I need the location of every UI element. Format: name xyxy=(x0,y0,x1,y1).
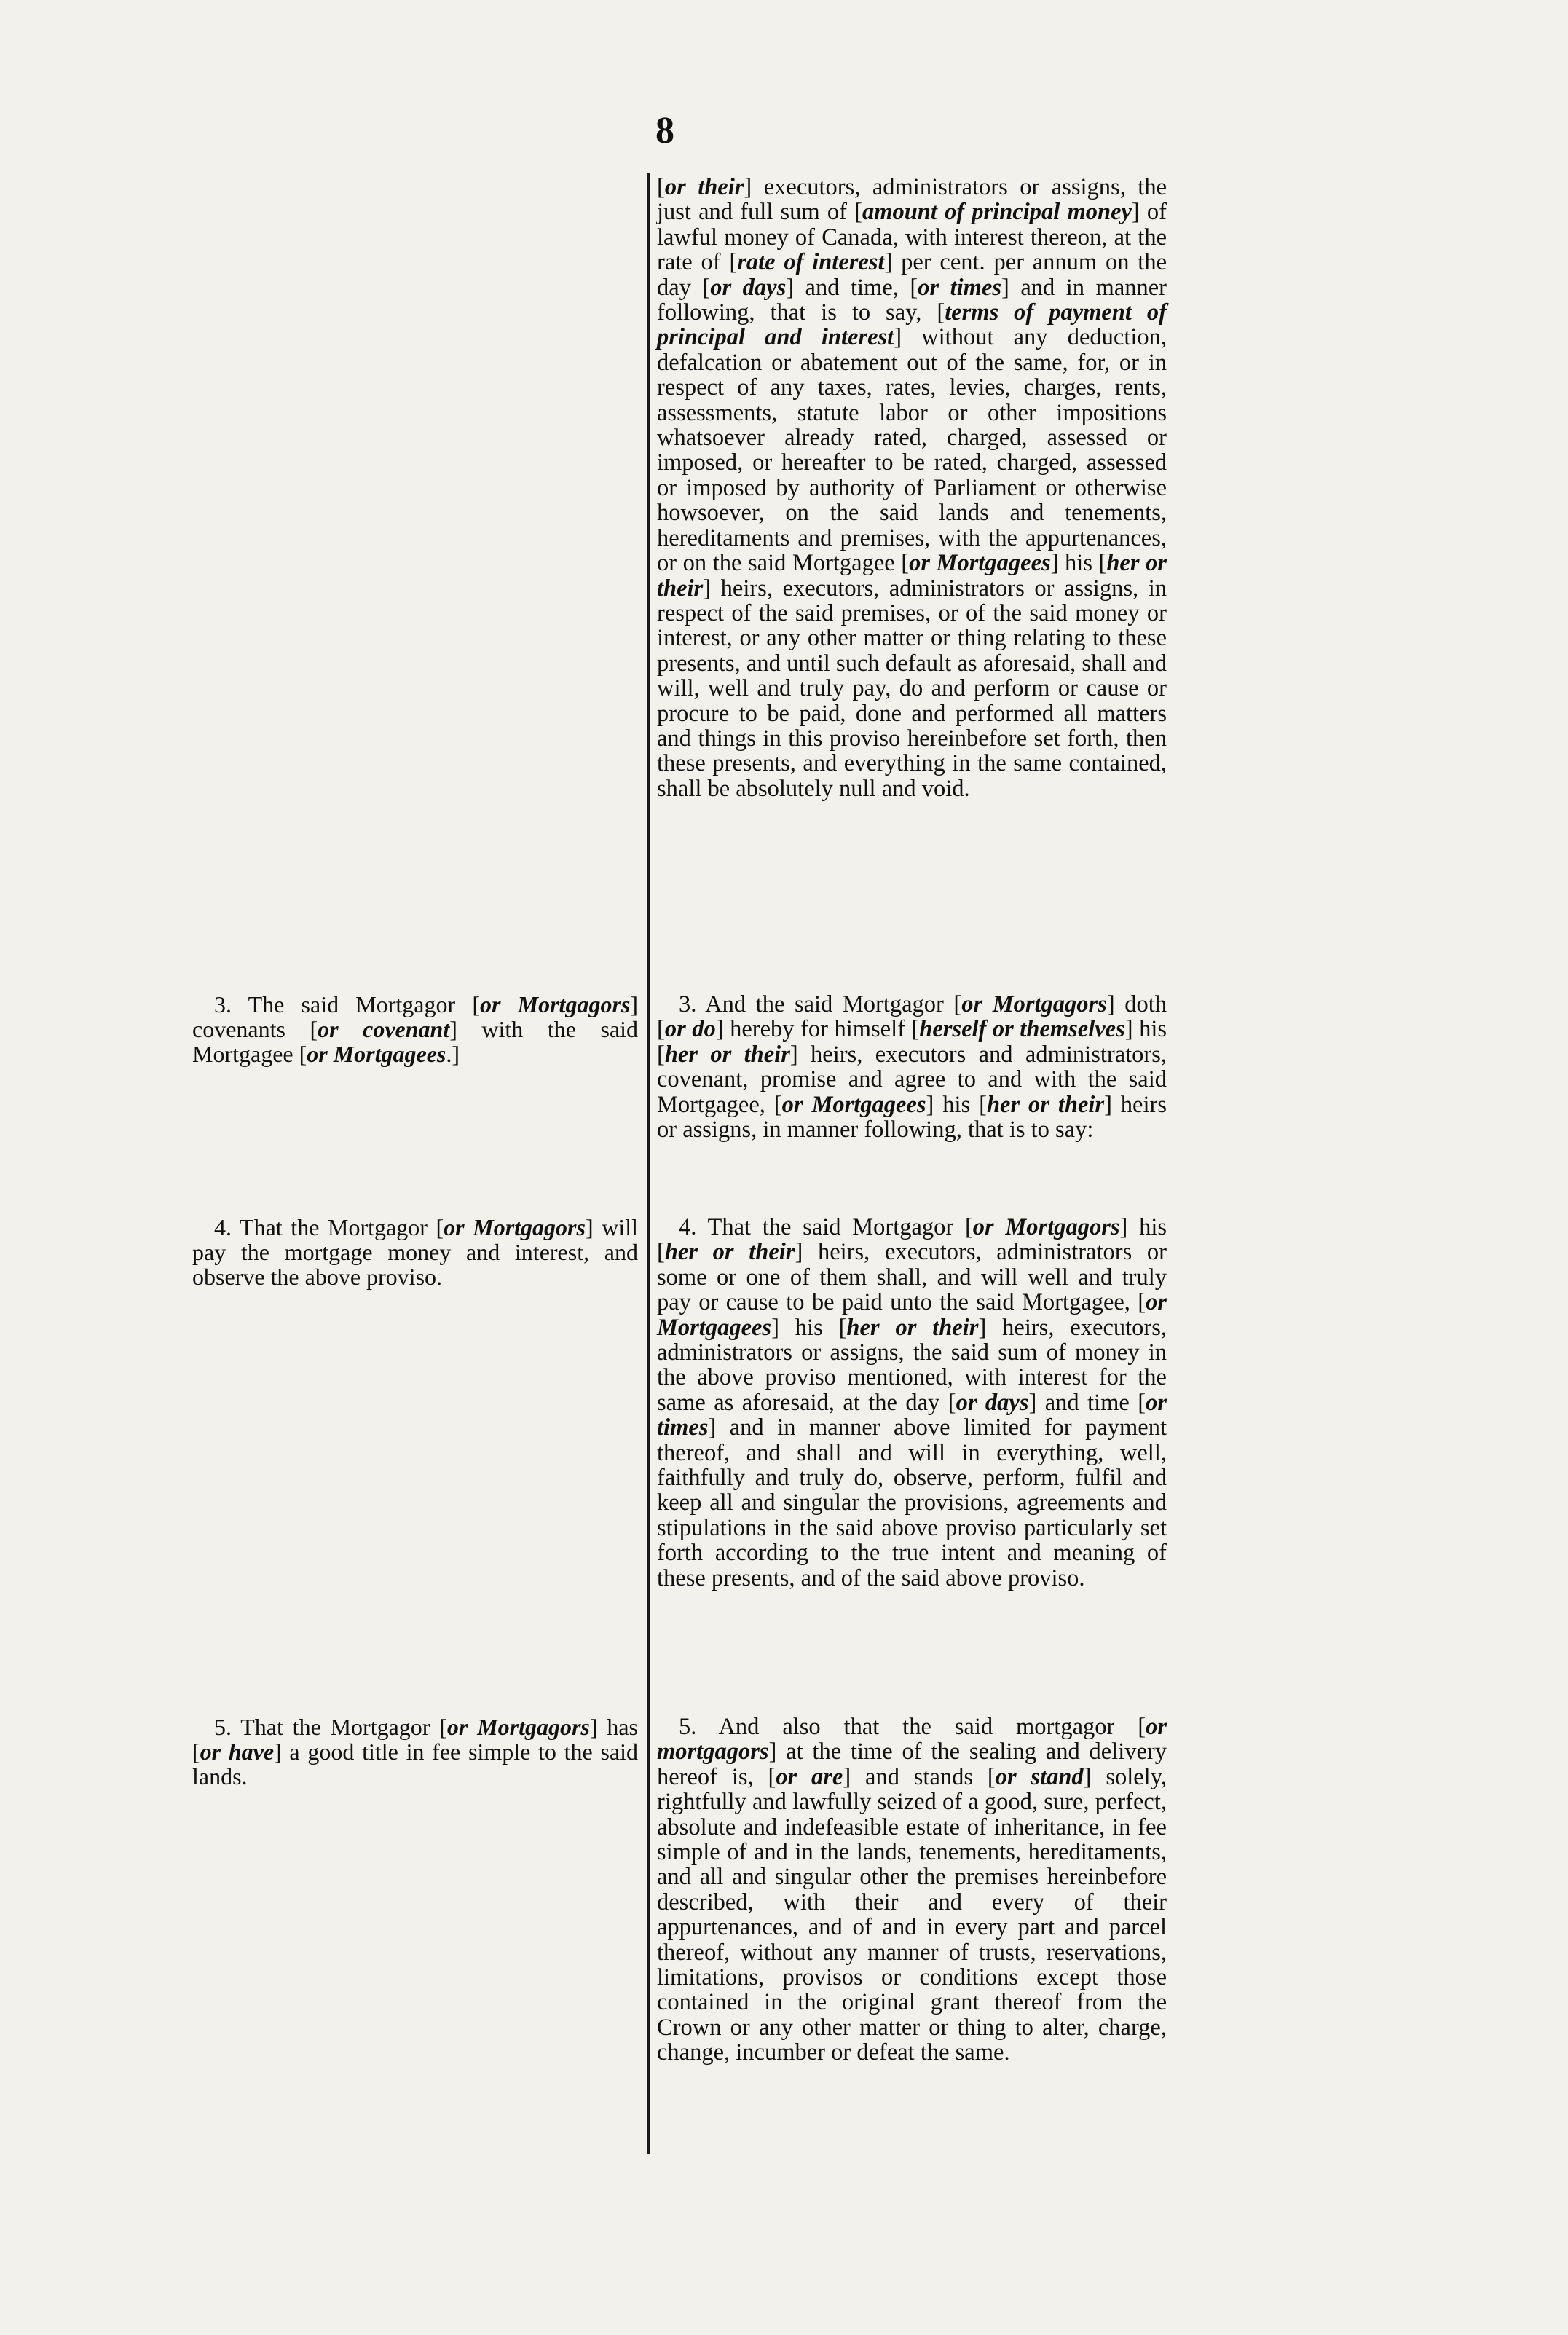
side-note-text: 4. That the Mortgagor [or Mortgagors] will pay the mortgage money and interest, and observe the above proviso. xyxy=(192,1214,639,1290)
italic-run: her or their xyxy=(664,1239,795,1266)
italic-run: herself or themselves xyxy=(919,1016,1125,1043)
italic-run: her or their xyxy=(664,1041,790,1068)
clause-4-text: 4. That the said Mortgagor [or Mortgagors] his [her or their] heirs, executors, administrators or some or one of them shall, and will well and truly pay or cause to be paid unto the said Mortgagee, [or Mortgagees] his [her or their] heirs, executors, administrators or assigns, the said sum of money in the above proviso mentioned, with interest for the same as aforesaid, at the day [or days] and time [or times] and in manner above limited for payment thereof, and shall and will in everything, well, faithfully and truly do, observe, perform, fulfil and keep all and singular the provisions, agreements and stipulations in the said above proviso particularly set forth according to the true intent and meaning of these presents, and of the said above proviso. xyxy=(657,1214,1167,1591)
italic-run: or times xyxy=(657,1389,1167,1441)
italic-run: her or their xyxy=(657,550,1167,602)
italic-run: or Mortgagees xyxy=(657,1289,1167,1341)
italic-run: rate of interest xyxy=(737,249,885,276)
italic-run: or stand xyxy=(995,1763,1084,1790)
italic-run: or their xyxy=(664,174,744,200)
italic-run: or mortgagors xyxy=(657,1714,1167,1765)
side-note-text: 3. The said Mortgagor [or Mortgagors] covenants [or covenant] with the said Mortgagee [or Mortgagees.] xyxy=(192,991,639,1067)
italic-run: or do xyxy=(664,1016,716,1043)
intro-text: [or their] executors, administrators or assigns, the just and full sum of [amount of principal money] of lawful money of Canada, with interest thereon, at the rate of [rate of interest] per cent. per annum on the day [or days] and time, [or times] and in manner following, that is to say, [terms of payment of principal and interest] without any deduction, defalcation or abatement out of the same, for, or in respect of any taxes, rates, levies, charges, rents, assessments, statute labor or other impositions whatsoever already rated, charged, assessed or imposed, or hereafter to be rated, charged, assessed or imposed by authority of Parliament or otherwise howsoever, on the said lands and tenements, hereditaments and premises, with the appurtenances, or on the said Mortgagee [or Mortgagees] his [her or their] heirs, executors, administrators or assigns, in respect of the said premises, or of the said money or interest, or any other matter or thing relating to these presents, and until such default as aforesaid, shall and will, well and truly pay, do and perform or cause or procure to be paid, done and performed all matters and things in this proviso hereinbefore set forth, then these presents, and everything in the same contained, shall be absolutely null and void. xyxy=(657,174,1167,802)
italic-run: or Mortgagees xyxy=(307,1041,446,1067)
column-rule xyxy=(647,173,650,2154)
italic-run: or Mortgagees xyxy=(781,1091,926,1118)
italic-run: or times xyxy=(918,274,1002,301)
italic-run: or Mortgagors xyxy=(446,1714,590,1740)
italic-run: her or their xyxy=(846,1314,979,1341)
side-note-3 xyxy=(192,992,638,1066)
clause-5-text: 5. And also that the said mortgagor [or mortgagors] at the time of the sealing and delivery hereof is, [or are] and stands [or stand] solely, rightfully and lawfully seized of a good, sure, perfect, absolute and indefeasible estate of inheritance, in fee simple of and in the lands, tenements, hereditaments, and all and singular other the premises hereinbefore described, with their and every of their appurtenances, and of and in every part and parcel thereof, without any manner of trusts, reservations, limitations, provisos or conditions except those contained in the original grant thereof from the Crown or any other matter or thing to alter, charge, change, incumber or defeat the same. xyxy=(657,1714,1167,2066)
intro-paragraph xyxy=(657,175,1167,801)
clause-5 xyxy=(657,1714,1167,2066)
italic-run: her or their xyxy=(986,1091,1105,1118)
italic-run: or Mortgagors xyxy=(972,1214,1120,1240)
side-note-4 xyxy=(192,1215,638,1289)
italic-run: or Mortgagors xyxy=(480,991,631,1017)
clause-3 xyxy=(657,992,1167,1142)
italic-run: or days xyxy=(956,1389,1029,1416)
italic-run: or have xyxy=(200,1739,275,1765)
page-number: 8 xyxy=(655,110,675,151)
italic-run: or Mortgagors xyxy=(961,991,1107,1017)
italic-run: or are xyxy=(776,1763,843,1790)
side-note-text: 5. That the Mortgagor [or Mortgagors] has [or have] a good title in fee simple to the said lands. xyxy=(192,1714,639,1789)
italic-run: terms of payment of principal and interest xyxy=(657,299,1167,351)
italic-run: or Mortgagees xyxy=(909,550,1051,577)
italic-run: or days xyxy=(710,274,787,301)
italic-run: or Mortgagors xyxy=(444,1214,586,1240)
side-note-5 xyxy=(192,1714,638,1789)
italic-run: or covenant xyxy=(318,1016,450,1042)
clause-4 xyxy=(657,1215,1167,1591)
clause-3-text: 3. And the said Mortgagor [or Mortgagors] doth [or do] hereby for himself [herself or themselves] his [her or their] heirs, executors and administrators, covenant, promise and agree to and with the said Mortgagee, [or Mortgagees] his [her or their] heirs or assigns, in manner following, that is to say: xyxy=(657,991,1167,1143)
italic-run: amount of principal money xyxy=(862,199,1132,226)
